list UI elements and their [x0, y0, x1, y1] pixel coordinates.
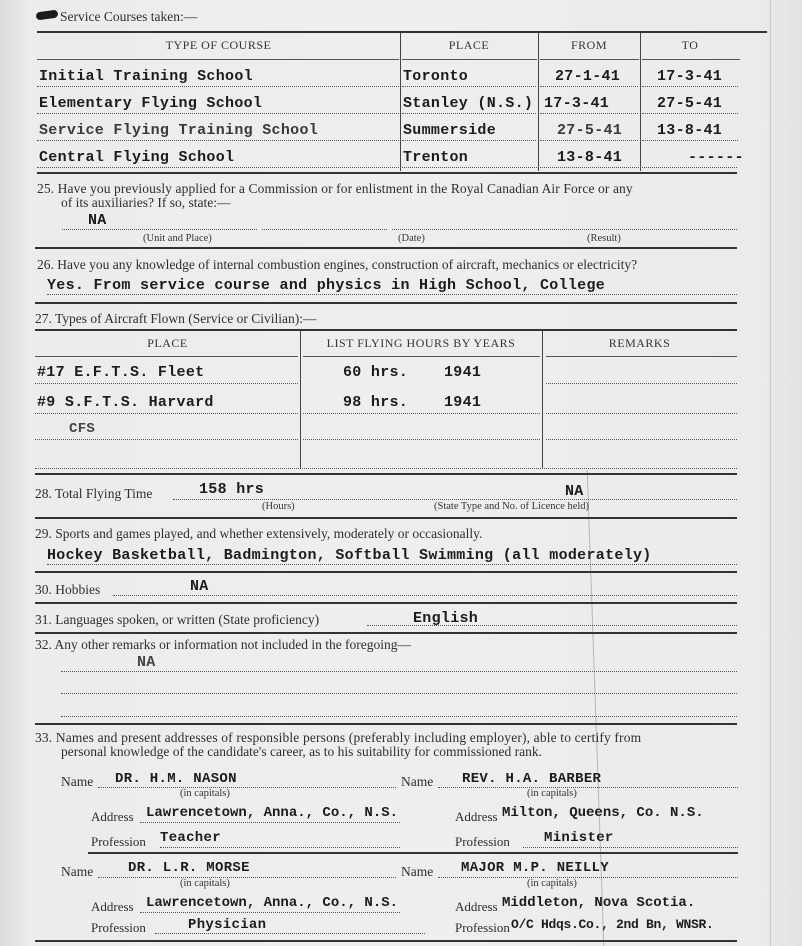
col-header-from: FROM: [570, 38, 607, 52]
fill-line: [438, 877, 738, 878]
fill-line: [392, 229, 737, 230]
reference-address: Milton, Queens, Co. N.S.: [502, 805, 704, 821]
fill-line: [303, 439, 540, 440]
fill-line: [546, 439, 737, 440]
fill-line: [37, 113, 399, 114]
question-25-line1: 25. Have you previously applied for a Commission or for enlistment in the Royal Canadian Air Force or any: [37, 181, 633, 196]
licence-value: NA: [565, 483, 584, 500]
fill-line: [35, 383, 298, 384]
divider: [35, 517, 737, 519]
divider: [35, 356, 298, 357]
fill-line: [402, 140, 536, 141]
divider: [35, 632, 737, 634]
fill-line: [47, 294, 737, 295]
table-border: [640, 33, 641, 171]
address-label: Address: [455, 809, 498, 824]
profession-label: Profession: [91, 920, 146, 935]
table-border: [538, 33, 539, 171]
fill-line: [98, 877, 396, 878]
divider: [402, 59, 537, 60]
fill-line: [98, 787, 396, 788]
aircraft-year: 1941: [444, 364, 482, 381]
fill-line: [37, 140, 399, 141]
section-24-label: Service Courses taken:—: [60, 9, 198, 24]
fill-line: [173, 499, 737, 500]
name-label: Name: [401, 774, 434, 789]
fill-line: [35, 439, 298, 440]
divider: [35, 302, 737, 304]
reference-name: REV. H.A. BARBER: [462, 771, 602, 787]
fill-line: [37, 86, 399, 87]
divider: [35, 723, 737, 725]
answer-29: Hockey Basketball, Badmington, Softball Swimming (all moderately): [47, 547, 652, 564]
divider: [37, 172, 737, 174]
fill-line: [62, 229, 257, 230]
profession-label: Profession: [91, 834, 146, 849]
answer-25: NA: [88, 212, 107, 229]
fill-line: [155, 933, 425, 934]
fill-line: [262, 229, 387, 230]
caption-hours: (Hours): [262, 501, 295, 512]
col-header-hours: LIST FLYING HOURS BY YEARS: [326, 336, 516, 350]
aircraft-place: #9 S.F.T.S. Harvard: [37, 394, 214, 411]
fill-line: [523, 847, 738, 848]
caption-licence: (State Type and No. of Licence held): [434, 501, 590, 512]
question-33-line1: 33. Names and present addresses of responsible persons (preferably including employer), able to certify from: [35, 730, 642, 745]
course-type: Central Flying School: [39, 149, 235, 166]
question-25-line2: of its auxiliaries? If so, state:—: [61, 195, 231, 210]
profession-label: Profession: [455, 834, 510, 849]
divider: [540, 59, 639, 60]
fill-line: [438, 787, 738, 788]
caption-date: (Date): [398, 233, 425, 244]
fill-line: [642, 140, 738, 141]
fill-line: [37, 167, 737, 168]
fill-line: [303, 413, 540, 414]
paper-crease: [770, 0, 771, 946]
caption-in-capitals: (in capitals): [527, 878, 577, 889]
col-header-place: PLACE: [448, 38, 490, 52]
course-to: 17-3-41: [657, 68, 723, 85]
caption-result: (Result): [587, 233, 621, 244]
answer-26: Yes. From service course and physics in High School, College: [47, 277, 606, 294]
question-28-label: 28. Total Flying Time: [35, 486, 153, 501]
divider: [35, 602, 737, 604]
question-26: 26. Have you any knowledge of internal combustion engines, construction of aircraft, mechanics or electricity?: [37, 257, 638, 272]
aircraft-place: #17 E.F.T.S. Fleet: [37, 364, 205, 381]
reference-address: Lawrencetown, Anna., Co., N.S.: [146, 895, 399, 911]
answer-31: English: [413, 610, 479, 627]
course-type: Elementary Flying School: [39, 95, 263, 112]
course-to: ------: [688, 149, 744, 166]
divider: [642, 59, 740, 60]
course-to: 27-5-41: [657, 95, 723, 112]
address-label: Address: [455, 899, 498, 914]
col-header-place: PLACE: [147, 336, 188, 350]
table-border: [400, 33, 401, 171]
col-header-to: TO: [681, 38, 699, 52]
reference-name: DR. H.M. NASON: [115, 771, 237, 787]
divider: [303, 356, 540, 357]
fill-line: [35, 468, 737, 469]
fill-line: [61, 693, 737, 694]
divider: [35, 473, 737, 475]
divider: [35, 329, 737, 331]
question-30-label: 30. Hobbies: [35, 582, 101, 597]
divider: [88, 852, 738, 854]
profession-label: Profession: [455, 920, 510, 935]
fill-line: [642, 86, 738, 87]
question-32-label: 32. Any other remarks or information not included in the foregoing—: [35, 637, 412, 652]
fill-line: [642, 113, 738, 114]
divider: [37, 59, 399, 60]
name-label: Name: [401, 864, 434, 879]
course-type: Service Flying Training School: [39, 122, 319, 139]
aircraft-year: 1941: [444, 394, 482, 411]
course-to: 13-8-41: [657, 122, 723, 139]
table-border: [300, 331, 301, 469]
address-label: Address: [91, 809, 134, 824]
divider: [35, 247, 737, 249]
fill-line: [160, 847, 400, 848]
reference-name: DR. L.R. MORSE: [128, 860, 250, 876]
fill-line: [140, 912, 400, 913]
table-border: [542, 331, 543, 469]
fill-line: [540, 113, 638, 114]
divider: [35, 940, 737, 942]
fill-line: [47, 564, 737, 565]
caption-in-capitals: (in capitals): [527, 788, 577, 799]
answer-32: NA: [137, 654, 156, 671]
address-label: Address: [91, 899, 134, 914]
fill-line: [540, 86, 638, 87]
question-27: 27. Types of Aircraft Flown (Service or Civilian):—: [35, 311, 317, 326]
fill-line: [113, 595, 737, 596]
course-from: 27-1-41: [555, 68, 621, 85]
answer-30: NA: [190, 578, 209, 595]
course-from: 13-8-41: [557, 149, 623, 166]
fill-line: [540, 140, 638, 141]
course-from: 17-3-41: [544, 95, 610, 112]
caption-in-capitals: (in capitals): [180, 788, 230, 799]
course-place: Stanley (N.S.): [403, 95, 534, 112]
reference-profession: Physician: [188, 917, 267, 933]
fill-line: [140, 822, 400, 823]
course-type: Initial Training School: [39, 68, 253, 85]
fill-line: [402, 86, 536, 87]
question-29: 29. Sports and games played, and whether extensively, moderately or occasionally.: [35, 526, 483, 541]
reference-name: MAJOR M.P. NEILLY: [461, 860, 609, 876]
question-31-label: 31. Languages spoken, or written (State proficiency): [35, 612, 320, 627]
reference-profession: Minister: [544, 830, 614, 846]
course-from: 27-5-41: [557, 122, 623, 139]
fill-line: [61, 716, 737, 717]
aircraft-place: CFS: [69, 421, 96, 437]
fill-line: [61, 671, 737, 672]
reference-profession: O/C Hdqs.Co., 2nd Bn, WNSR.: [511, 917, 714, 932]
course-place: Toronto: [403, 68, 469, 85]
fill-line: [402, 113, 536, 114]
strikeout-mark: [36, 10, 59, 21]
caption-in-capitals: (in capitals): [180, 878, 230, 889]
caption-unit-place: (Unit and Place): [143, 233, 212, 244]
aircraft-hours: 60 hrs.: [343, 364, 409, 381]
question-33-line2: personal knowledge of the candidate's career, as to his suitability for commissioned rank.: [61, 744, 543, 759]
col-header-remarks: REMARKS: [608, 336, 671, 350]
reference-profession: Teacher: [160, 830, 221, 846]
reference-address: Middleton, Nova Scotia.: [502, 895, 696, 911]
fill-line: [546, 413, 737, 414]
course-place: Summerside: [403, 122, 497, 139]
aircraft-hours: 98 hrs.: [343, 394, 409, 411]
divider: [546, 356, 737, 357]
divider: [35, 571, 737, 573]
fill-line: [35, 413, 298, 414]
name-label: Name: [61, 774, 94, 789]
course-place: Trenton: [403, 149, 469, 166]
reference-address: Lawrencetown, Anna., Co., N.S.: [146, 805, 399, 821]
total-hours: 158 hrs: [199, 481, 265, 498]
fill-line: [546, 383, 737, 384]
name-label: Name: [61, 864, 94, 879]
divider: [37, 31, 767, 33]
col-header-type: TYPE OF COURSE: [165, 38, 272, 52]
